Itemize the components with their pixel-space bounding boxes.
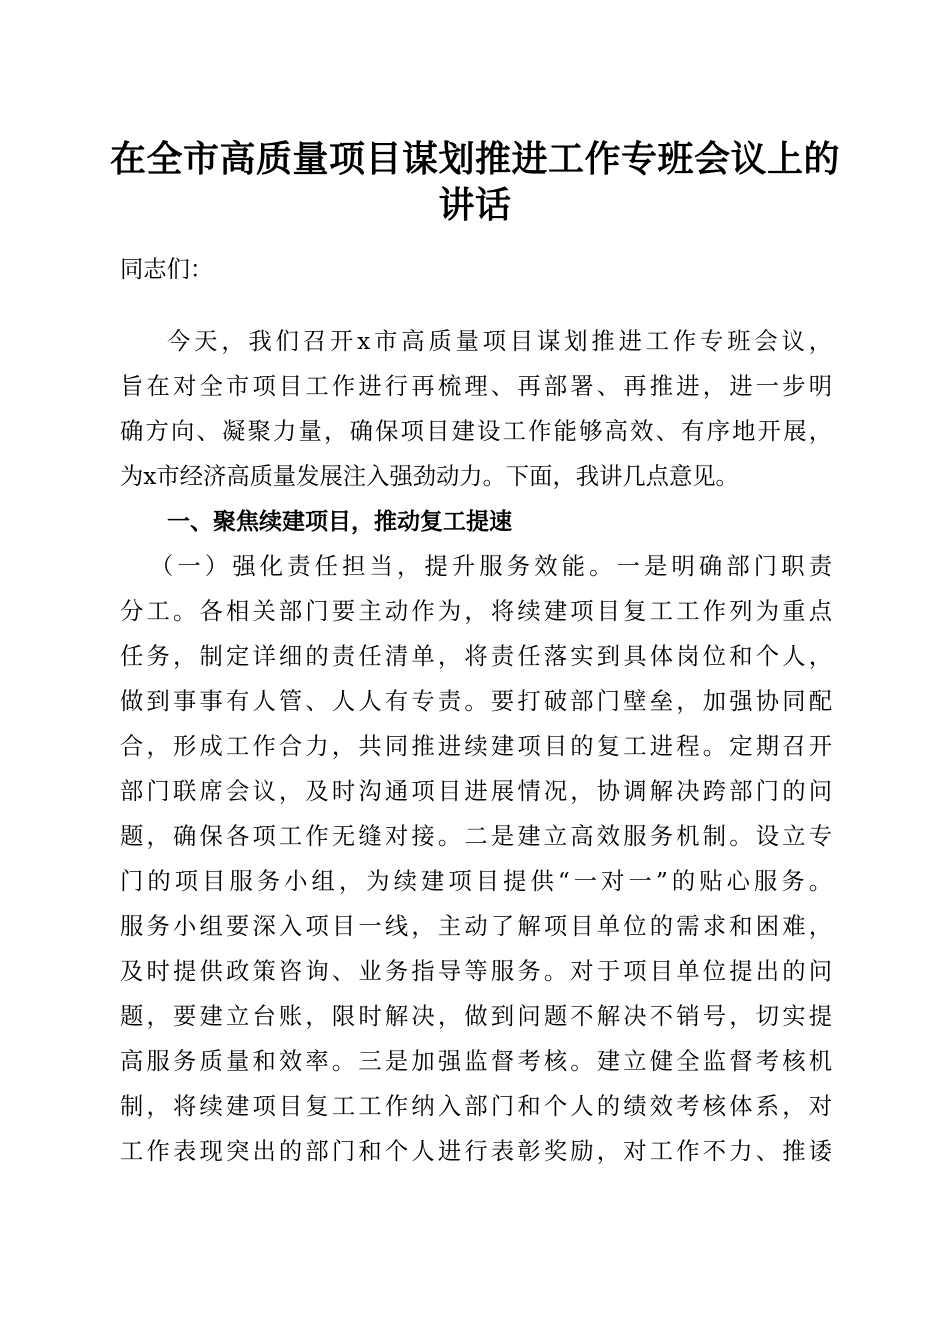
paragraph-line: 门的项目服务小组，为续建项目提供“一对一”的贴心服务。 [120,868,832,895]
paragraph-line: 制，将续建项目复工工作纳入部门和个人的绩效考核体系，对 [120,1093,832,1120]
paragraph-line: 合，形成工作合力，共同推进续建项目的复工进程。定期召开 [120,733,832,760]
paragraph-line: 题，要建立台账，限时解决，做到问题不解决不销号，切实提 [120,1003,832,1030]
salutation: 同志们： [120,256,214,283]
paragraph-line: 及时提供政策咨询、业务指导等服务。对于项目单位提出的问 [120,958,832,985]
paragraph-line: （一）强化责任担当，提升服务效能。一是明确部门职责 [150,553,832,580]
paragraph-line: 服务小组要深入项目一线，主动了解项目单位的需求和困难， [120,913,832,940]
paragraph-line: 做到事事有人管、人人有专责。要打破部门壁垒，加强协同配 [120,688,832,715]
paragraph-line: 高服务质量和效率。三是加强监督考核。建立健全监督考核机 [120,1048,832,1075]
paragraph-line: 工作表现突出的部门和个人进行表彰奖励，对工作不力、推诿 [120,1138,832,1165]
paragraph-line: 部门联席会议，及时沟通项目进展情况，协调解决跨部门的问 [120,778,832,805]
paragraph-line: 今天，我们召开x市高质量项目谋划推进工作专班会议， [167,328,832,355]
paragraph-line: 任务，制定详细的责任清单，将责任落实到具体岗位和个人， [120,643,832,670]
document-title-line-1: 在全市高质量项目谋划推进工作专班会议上的 [109,138,840,180]
paragraph-line: 分工。各相关部门要主动作为，将续建项目复工工作列为重点 [120,598,832,625]
section-heading: 一、聚焦续建项目，推动复工提速 [167,509,512,535]
document-title-line-2: 讲话 [438,184,512,226]
paragraph-line: 为x市经济高质量发展注入强劲动力。下面，我讲几点意见。 [120,463,739,490]
paragraph-line: 旨在对全市项目工作进行再梳理、再部署、再推进，进一步明 [120,373,832,400]
paragraph-line: 题，确保各项工作无缝对接。二是建立高效服务机制。设立专 [120,823,832,850]
paragraph-line: 确方向、凝聚力量，确保项目建设工作能够高效、有序地开展， [120,418,832,445]
